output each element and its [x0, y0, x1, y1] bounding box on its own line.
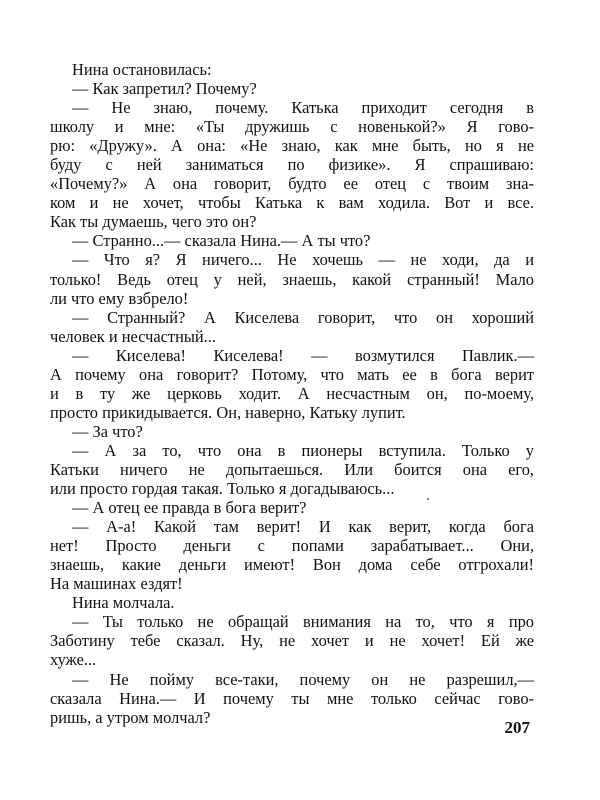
text-line: «Почему?» А она говорит, будто ее отец с твоим зна- — [50, 174, 534, 194]
text-line: — Как запретил? Почему? — [72, 79, 257, 99]
text-line: ришь, а утром молчал? — [50, 707, 211, 727]
text-line: — А отец ее правда в бога верит? — [72, 498, 307, 518]
text-line: Нина молчала. — [72, 593, 175, 613]
text-line: только! Ведь отец у ней, знаешь, какой странный! Мало — [50, 269, 534, 289]
text-line: буду с ней заниматься по физике». Я спрашиваю: — [50, 155, 534, 175]
text-line: просто прикидывается. Он, наверно, Катьку лупит. — [50, 402, 406, 422]
text-line: и в ту же церковь ходит. А несчастным он, по-моему, — [50, 383, 534, 403]
text-line: знаешь, какие деньги имеют! Вон дома себе отгрохали! — [50, 555, 534, 575]
text-line: — Что я? Я ничего... Не хочешь — не ходи, да и — [72, 250, 534, 270]
page-text — [50, 60, 534, 727]
text-line: хуже... — [50, 650, 97, 670]
text-line: сказала Нина.— И почему ты мне только сейчас гово- — [50, 688, 534, 708]
text-line: Нина остановилась: — [72, 60, 212, 79]
text-line: — Не пойму все-таки, почему он не разрешил,— — [72, 669, 534, 689]
page-number: 207 — [504, 718, 530, 737]
text-line: На машинах ездят! — [50, 574, 183, 594]
text-line: Заботину тебе сказал. Ну, не хочет и не хочет! Ей же — [50, 631, 534, 651]
text-line: — А за то, что она в пионеры вступила. Только у — [72, 440, 534, 460]
text-line: — А-а! Какой там верит! И как верит, когда бога — [72, 517, 534, 537]
text-line: Как ты думаешь, чего это он? — [50, 212, 257, 232]
text-line: — Странный? А Киселева говорит, что он хороший — [72, 307, 534, 327]
text-line: человек и несчастный... — [50, 326, 216, 346]
text-line: — Киселева! Киселева! — возмутился Павлик.— — [72, 345, 534, 365]
print-speck — [427, 498, 429, 500]
text-line: или просто гордая такая. Только я догадываюсь... — [50, 479, 395, 499]
text-line: ком и не хочет, чтобы Катька к вам ходила. Вот и все. — [50, 193, 534, 213]
text-line: А почему она говорит? Потому, что мать ее в бога верит — [50, 364, 534, 384]
text-line: — Странно...— сказала Нина.— А ты что? — [72, 231, 371, 251]
text-line: нет! Просто деньги с попами зарабатывает... Они, — [50, 536, 534, 556]
text-line: Катьки ничего не допытаешься. Или боится она его, — [50, 459, 534, 479]
text-line: рю: «Дружу». А она: «Не знаю, как мне быть, но я не — [50, 136, 534, 156]
text-line: — Не знаю, почему. Катька приходит сегодня в — [72, 98, 534, 118]
text-line: ли что ему взбрело! — [50, 288, 189, 308]
text-line: школу и мне: «Ты дружишь с новенькой?» Я гово- — [50, 117, 534, 137]
text-line: — За что? — [72, 421, 143, 441]
text-line: — Ты только не обращай внимания на то, что я про — [72, 612, 534, 632]
